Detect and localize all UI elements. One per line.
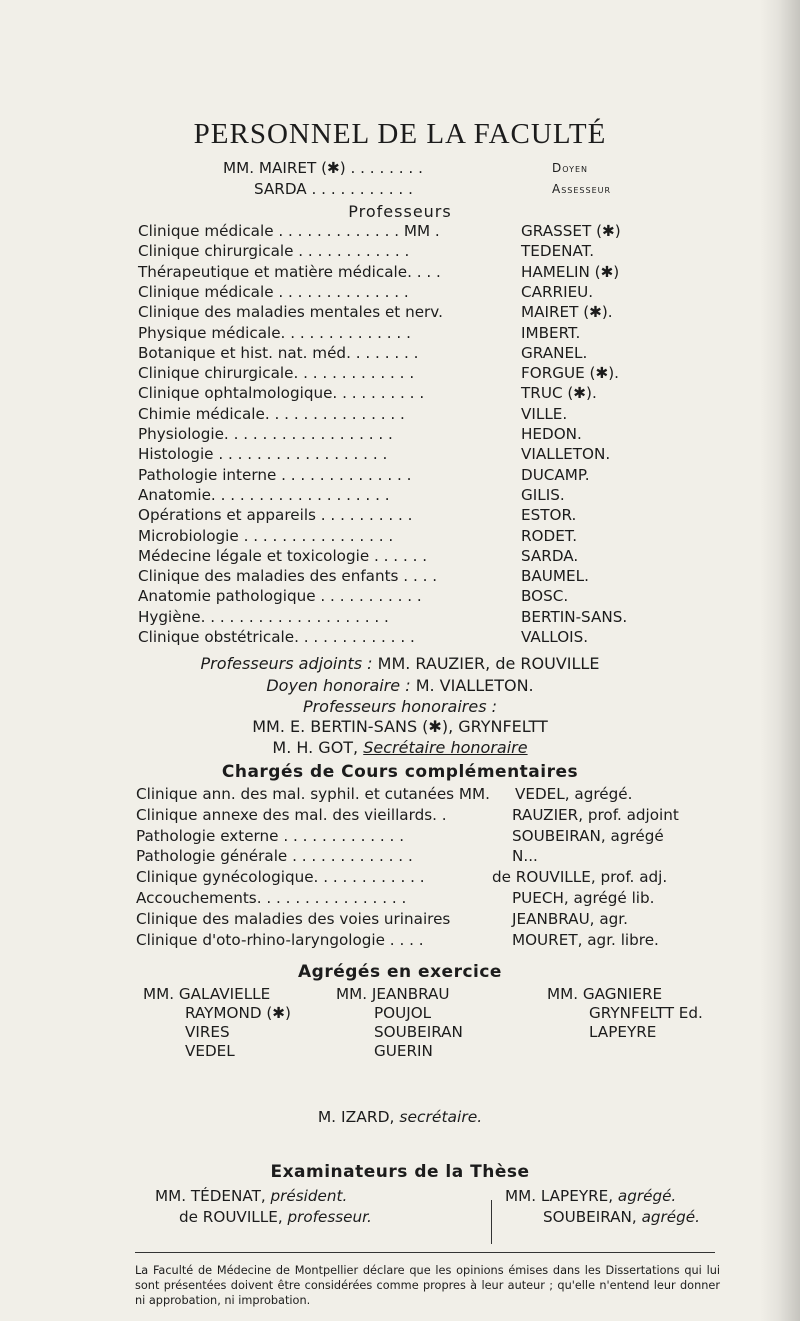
professor-name: HEDON. bbox=[521, 425, 582, 443]
complementaire-course: Pathologie externe . . . . . . . . . . . . . bbox=[136, 826, 405, 845]
adjoints-names: MM. RAUZIER, de ROUVILLE bbox=[377, 654, 600, 673]
professor-name: BERTIN-SANS. bbox=[521, 607, 628, 626]
examinateur-role: agrégé. bbox=[617, 1187, 677, 1205]
professor-name: SARDA. bbox=[521, 546, 579, 565]
professor-name: FORGUE (✱). bbox=[521, 364, 619, 383]
complementaire-name: SOUBEIRAN, agrégé bbox=[512, 826, 664, 845]
examinateur-entry bbox=[505, 1207, 700, 1228]
complementaire-course: Clinique annexe des mal. des vieillards. . bbox=[136, 805, 447, 824]
professor-chair: Clinique des maladies mentales et nerv. bbox=[138, 303, 443, 322]
agrege-name: VEDEL bbox=[185, 1042, 235, 1060]
professor-name: VALLOIS. bbox=[521, 628, 589, 646]
complementaires-heading: Chargés de Cours complémentaires bbox=[221, 762, 579, 782]
agreges-column-1 bbox=[143, 985, 291, 1061]
secretaire-line bbox=[0, 1108, 800, 1126]
examinateurs-divider bbox=[491, 1200, 492, 1244]
examinateur-entry bbox=[155, 1207, 372, 1228]
complementaire-name: N... bbox=[512, 847, 538, 866]
professor-name: BAUMEL. bbox=[521, 567, 589, 586]
complementaire-course: Clinique d'oto-rhino-laryngologie . . . . bbox=[136, 930, 424, 949]
honoraire-secretaire-role: Secrétaire honoraire bbox=[363, 738, 528, 757]
doyen-honoraire-names: M. VIALLETON. bbox=[415, 676, 534, 695]
agreges-column-3 bbox=[547, 985, 703, 1042]
agrege-name: VIRES bbox=[185, 1023, 230, 1041]
professor-chair: Clinique chirurgicale . . . . . . . . . . . . bbox=[138, 242, 410, 261]
professor-name: RODET. bbox=[521, 526, 578, 545]
footnote-rule bbox=[135, 1252, 715, 1253]
doyen-honoraire-line bbox=[0, 676, 800, 695]
agrege-name: SOUBEIRAN bbox=[374, 1023, 463, 1041]
officer-role: Doyen bbox=[552, 161, 589, 175]
professor-chair: Clinique des maladies des enfants . . . . bbox=[138, 567, 438, 586]
complementaire-name: PUECH, agrégé lib. bbox=[512, 889, 655, 907]
adjoints-label: Professeurs adjoints : bbox=[200, 654, 373, 673]
prof-honoraires-line2 bbox=[0, 738, 800, 757]
professor-name: CARRIEU. bbox=[521, 282, 594, 301]
professor-name: DUCAMP. bbox=[521, 465, 590, 484]
professor-name: HAMELIN (✱) bbox=[521, 262, 620, 281]
agreges-heading: Agrégés en exercice bbox=[298, 962, 502, 982]
professor-chair: Chimie médicale. . . . . . . . . . . . . . . bbox=[138, 404, 405, 423]
prof-honoraires-label: Professeurs honoraires : bbox=[302, 697, 498, 716]
professor-name: GILIS. bbox=[521, 485, 565, 504]
officer-name: SARDA . . . . . . . . . . . bbox=[254, 180, 413, 198]
professor-chair: Médecine légale et toxicologie . . . . . . bbox=[138, 546, 428, 565]
professors-heading: Professeurs bbox=[348, 202, 452, 221]
agrege-name: LAPEYRE bbox=[589, 1023, 657, 1041]
professor-name: VILLE. bbox=[521, 404, 568, 423]
professor-name: ESTOR. bbox=[521, 506, 577, 525]
agrege-name: GRYNFELTT Ed. bbox=[589, 1004, 703, 1022]
professor-name: TEDENAT. bbox=[521, 242, 595, 261]
agreges-column-2 bbox=[336, 985, 463, 1061]
professor-chair: Anatomie pathologique . . . . . . . . . . . bbox=[138, 587, 422, 606]
agrege-name: RAYMOND (✱) bbox=[185, 1004, 291, 1022]
complementaire-name: JEANBRAU, agr. bbox=[512, 909, 628, 928]
complementaire-course: Pathologie générale . . . . . . . . . . . . . bbox=[136, 847, 413, 866]
examinateurs-heading: Examinateurs de la Thèse bbox=[270, 1162, 530, 1182]
officer-role: Assesseur bbox=[552, 182, 612, 196]
examinateur-role: président. bbox=[270, 1187, 348, 1205]
professor-chair: Clinique médicale . . . . . . . . . . . . . . bbox=[138, 282, 409, 301]
professor-chair: Clinique chirurgicale. . . . . . . . . . . . . bbox=[138, 364, 415, 383]
professor-chair: Hygiène. . . . . . . . . . . . . . . . . . . . bbox=[138, 607, 389, 626]
agrege-name: MM. GAGNIERE bbox=[547, 985, 663, 1003]
officer-name: MM. MAIRET (✱) . . . . . . . . bbox=[223, 159, 423, 177]
professor-name: TRUC (✱). bbox=[521, 384, 597, 403]
secretaire-name: M. IZARD, bbox=[317, 1108, 395, 1126]
complementaire-name: MOURET, agr. libre. bbox=[512, 930, 659, 949]
examinateur-name: SOUBEIRAN, bbox=[543, 1208, 637, 1226]
complementaire-course: Clinique gynécologique. . . . . . . . . . . . bbox=[136, 868, 425, 887]
examinateur-entry bbox=[155, 1186, 372, 1207]
professor-chair: Physiologie. . . . . . . . . . . . . . . . . . bbox=[138, 425, 393, 443]
prof-honoraires-line1: MM. E. BERTIN-SANS (✱), GRYNFELTT bbox=[252, 717, 548, 736]
professor-chair: Thérapeutique et matière médicale. . . . bbox=[138, 262, 441, 281]
agrege-name: GUERIN bbox=[374, 1042, 433, 1060]
professor-chair: Microbiologie . . . . . . . . . . . . . . . . bbox=[138, 526, 394, 545]
honoraire-secretaire-name: M. H. GOT, bbox=[272, 738, 359, 757]
complementaire-course: Clinique ann. des mal. syphil. et cutanées MM. bbox=[136, 785, 490, 803]
complementaire-name: de ROUVILLE, prof. adj. bbox=[492, 868, 668, 887]
professor-name: BOSC. bbox=[521, 587, 569, 606]
page-title: PERSONNEL DE LA FACULTÉ bbox=[193, 118, 607, 150]
footnote: La Faculté de Médecine de Montpellier déclare que les opinions émises dans les Dissertations qui lui sont présentées doivent être considérées comme propres à leur auteur ; qu'elle n'entend leur donner ni approbation, ni improbation. bbox=[135, 1264, 720, 1307]
examinateurs-right bbox=[505, 1186, 700, 1228]
professor-name: GRASSET (✱) bbox=[521, 222, 621, 240]
professor-chair: Botanique et hist. nat. méd. . . . . . . . bbox=[138, 343, 419, 362]
examinateur-name: de ROUVILLE, bbox=[179, 1208, 283, 1226]
professor-name: MAIRET (✱). bbox=[521, 303, 613, 322]
professor-chair: Anatomie. . . . . . . . . . . . . . . . . . . bbox=[138, 485, 390, 504]
professor-name: VIALLETON. bbox=[521, 445, 611, 464]
examinateur-name: MM. TÉDENAT, bbox=[155, 1187, 266, 1205]
professor-name: IMBERT. bbox=[521, 323, 581, 342]
complementaire-course: Clinique des maladies des voies urinaires bbox=[136, 909, 451, 928]
examinateur-entry bbox=[505, 1186, 700, 1207]
professor-chair: Physique médicale. . . . . . . . . . . . . . bbox=[138, 323, 411, 342]
secretaire-role: secrétaire. bbox=[399, 1108, 483, 1126]
examinateurs-left bbox=[155, 1186, 372, 1228]
professor-chair: Opérations et appareils . . . . . . . . . . bbox=[138, 506, 413, 525]
doyen-honoraire-label: Doyen honoraire : bbox=[266, 676, 411, 695]
adjoints-line bbox=[0, 654, 800, 673]
agrege-name: MM. JEANBRAU bbox=[336, 985, 450, 1003]
agrege-name: MM. GALAVIELLE bbox=[143, 985, 271, 1003]
complementaire-name: RAUZIER, prof. adjoint bbox=[512, 805, 679, 824]
agrege-name: POUJOL bbox=[374, 1004, 432, 1022]
professor-chair: Clinique médicale . . . . . . . . . . . . . MM . bbox=[138, 222, 440, 240]
complementaire-course: Accouchements. . . . . . . . . . . . . . . . bbox=[136, 889, 407, 907]
professor-chair: Clinique ophtalmologique. . . . . . . . . . bbox=[138, 384, 425, 403]
examinateur-role: professeur. bbox=[287, 1208, 372, 1226]
professor-chair: Pathologie interne . . . . . . . . . . . . . . bbox=[138, 465, 412, 484]
professor-chair: Histologie . . . . . . . . . . . . . . . . . . bbox=[138, 445, 388, 464]
professor-name: GRANEL. bbox=[521, 343, 588, 362]
examinateur-role: agrégé. bbox=[641, 1208, 700, 1226]
professor-chair: Clinique obstétricale. . . . . . . . . . . . . bbox=[138, 628, 415, 646]
examinateur-name: MM. LAPEYRE, bbox=[505, 1187, 614, 1205]
complementaire-name: VEDEL, agrégé. bbox=[515, 785, 633, 803]
